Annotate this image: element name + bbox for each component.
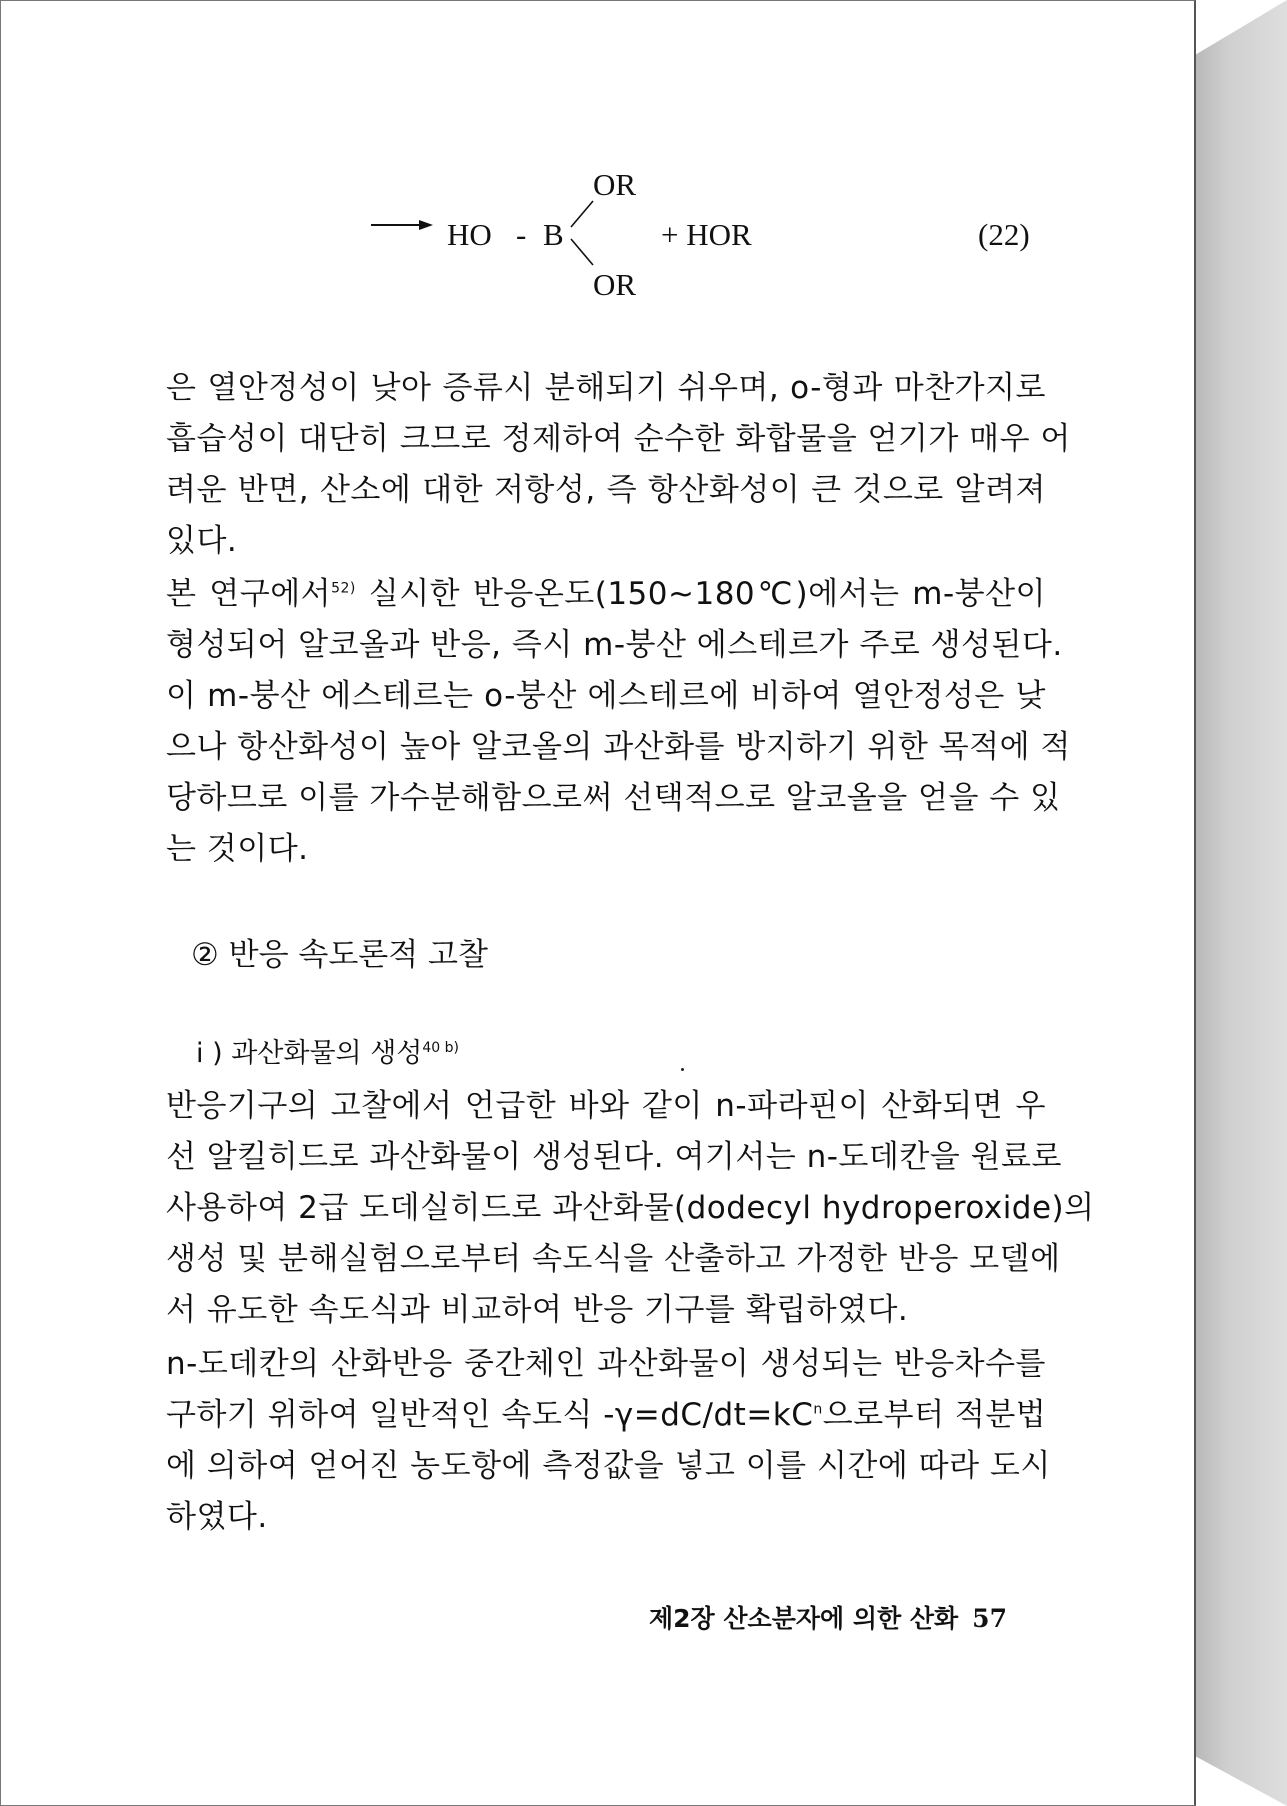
paragraph-3 <box>166 1081 1095 1336</box>
citation-superscript: 40 b) <box>422 1040 459 1056</box>
page-footer <box>649 1599 1007 1635</box>
chapter-title: 제2장 산소분자에 의한 산화 <box>649 1604 959 1633</box>
boron-bonds-icon <box>567 197 597 269</box>
text-line: 하였다. <box>166 1499 268 1535</box>
text-segment: 으로부터 적분법 <box>822 1397 1047 1433</box>
text-line: 서 유도한 속도식과 비교하여 반응 기구를 확립하였다. <box>166 1292 909 1328</box>
paragraph-1 <box>166 363 1071 567</box>
formula-dash: - <box>516 217 527 252</box>
text-line: 생성 및 분해실험으로부터 속도식을 산출하고 가정한 반응 모델에 <box>166 1241 1061 1277</box>
stray-mark <box>681 1068 684 1071</box>
text-line <box>166 1390 1046 1441</box>
formula-ho: HO <box>447 217 492 252</box>
book-page-edge-top <box>1195 0 1287 55</box>
text-line: 에 의하여 얻어진 농도항에 측정값을 넣고 이를 시간에 따라 도시 <box>166 1448 1051 1484</box>
paragraph-2 <box>166 569 1071 875</box>
citation-superscript: 52) <box>331 580 356 597</box>
text-line: 는 것이다. <box>166 831 309 867</box>
equation-number: (22) <box>978 217 1030 252</box>
text-segment: 실시한 반응온도(150∼180℃)에서는 m-붕산이 <box>355 576 1047 612</box>
subsection-heading <box>196 1031 459 1070</box>
book-page-edge <box>1195 0 1287 1806</box>
text-line: 형성되어 알코올과 반응, 즉시 m-붕산 에스테르가 주로 생성된다. <box>166 627 1063 663</box>
text-line: 려운 반면, 산소에 대한 저항성, 즉 항산화성이 큰 것으로 알려져 <box>166 472 1046 508</box>
text-segment: 구하기 위하여 일반적인 속도식 -γ=dC/dt=kC <box>166 1397 814 1433</box>
exponent-superscript: n <box>813 1401 823 1418</box>
page-number: 57 <box>972 1604 1007 1633</box>
formula-plus-hor: + HOR <box>661 217 752 252</box>
text-line: n-도데칸의 산화반응 중간체인 과산화물이 생성되는 반응차수를 <box>166 1346 1046 1382</box>
text-line: 당하므로 이를 가수분해함으로써 선택적으로 알코올을 얻을 수 있 <box>166 780 1061 816</box>
book-page-edge-bottom <box>1195 1756 1287 1806</box>
text-segment: 본 연구에서 <box>166 576 332 612</box>
formula-boron: B <box>543 217 564 252</box>
text-line: 선 알킬히드로 과산화물이 생성된다. 여기서는 n-도데칸을 원료로 <box>166 1139 1062 1175</box>
text-line <box>166 569 1046 620</box>
formula-or-bottom: OR <box>593 267 637 302</box>
section-heading: ② 반응 속도론적 고찰 <box>191 937 488 973</box>
text-line: 사용하여 2급 도데실히드로 과산화물(dodecyl hydroperoxide)의 <box>166 1190 1095 1226</box>
text-line: 반응기구의 고찰에서 언급한 바와 같이 n-파라핀이 산화되면 우 <box>166 1088 1046 1124</box>
text-line: 은 열안정성이 낮아 증류시 분해되기 쉬우며, o-형과 마찬가지로 <box>166 370 1046 406</box>
chemical-equation <box>371 161 1071 311</box>
subsection-heading-text: i ) 과산화물의 생성 <box>196 1038 423 1069</box>
reaction-arrow-icon <box>371 215 433 235</box>
text-line: 이 m-붕산 에스테르는 o-붕산 에스테르에 비하여 열안정성은 낮 <box>166 678 1046 714</box>
text-line: 으나 항산화성이 높아 알코올의 과산화를 방지하기 위한 목적에 적 <box>166 729 1071 765</box>
paragraph-4 <box>166 1339 1051 1543</box>
text-line: 있다. <box>166 523 238 559</box>
formula-or-top: OR <box>593 167 637 202</box>
text-line: 흡습성이 대단히 크므로 정제하여 순수한 화합물을 얻기가 매우 어 <box>166 421 1071 457</box>
